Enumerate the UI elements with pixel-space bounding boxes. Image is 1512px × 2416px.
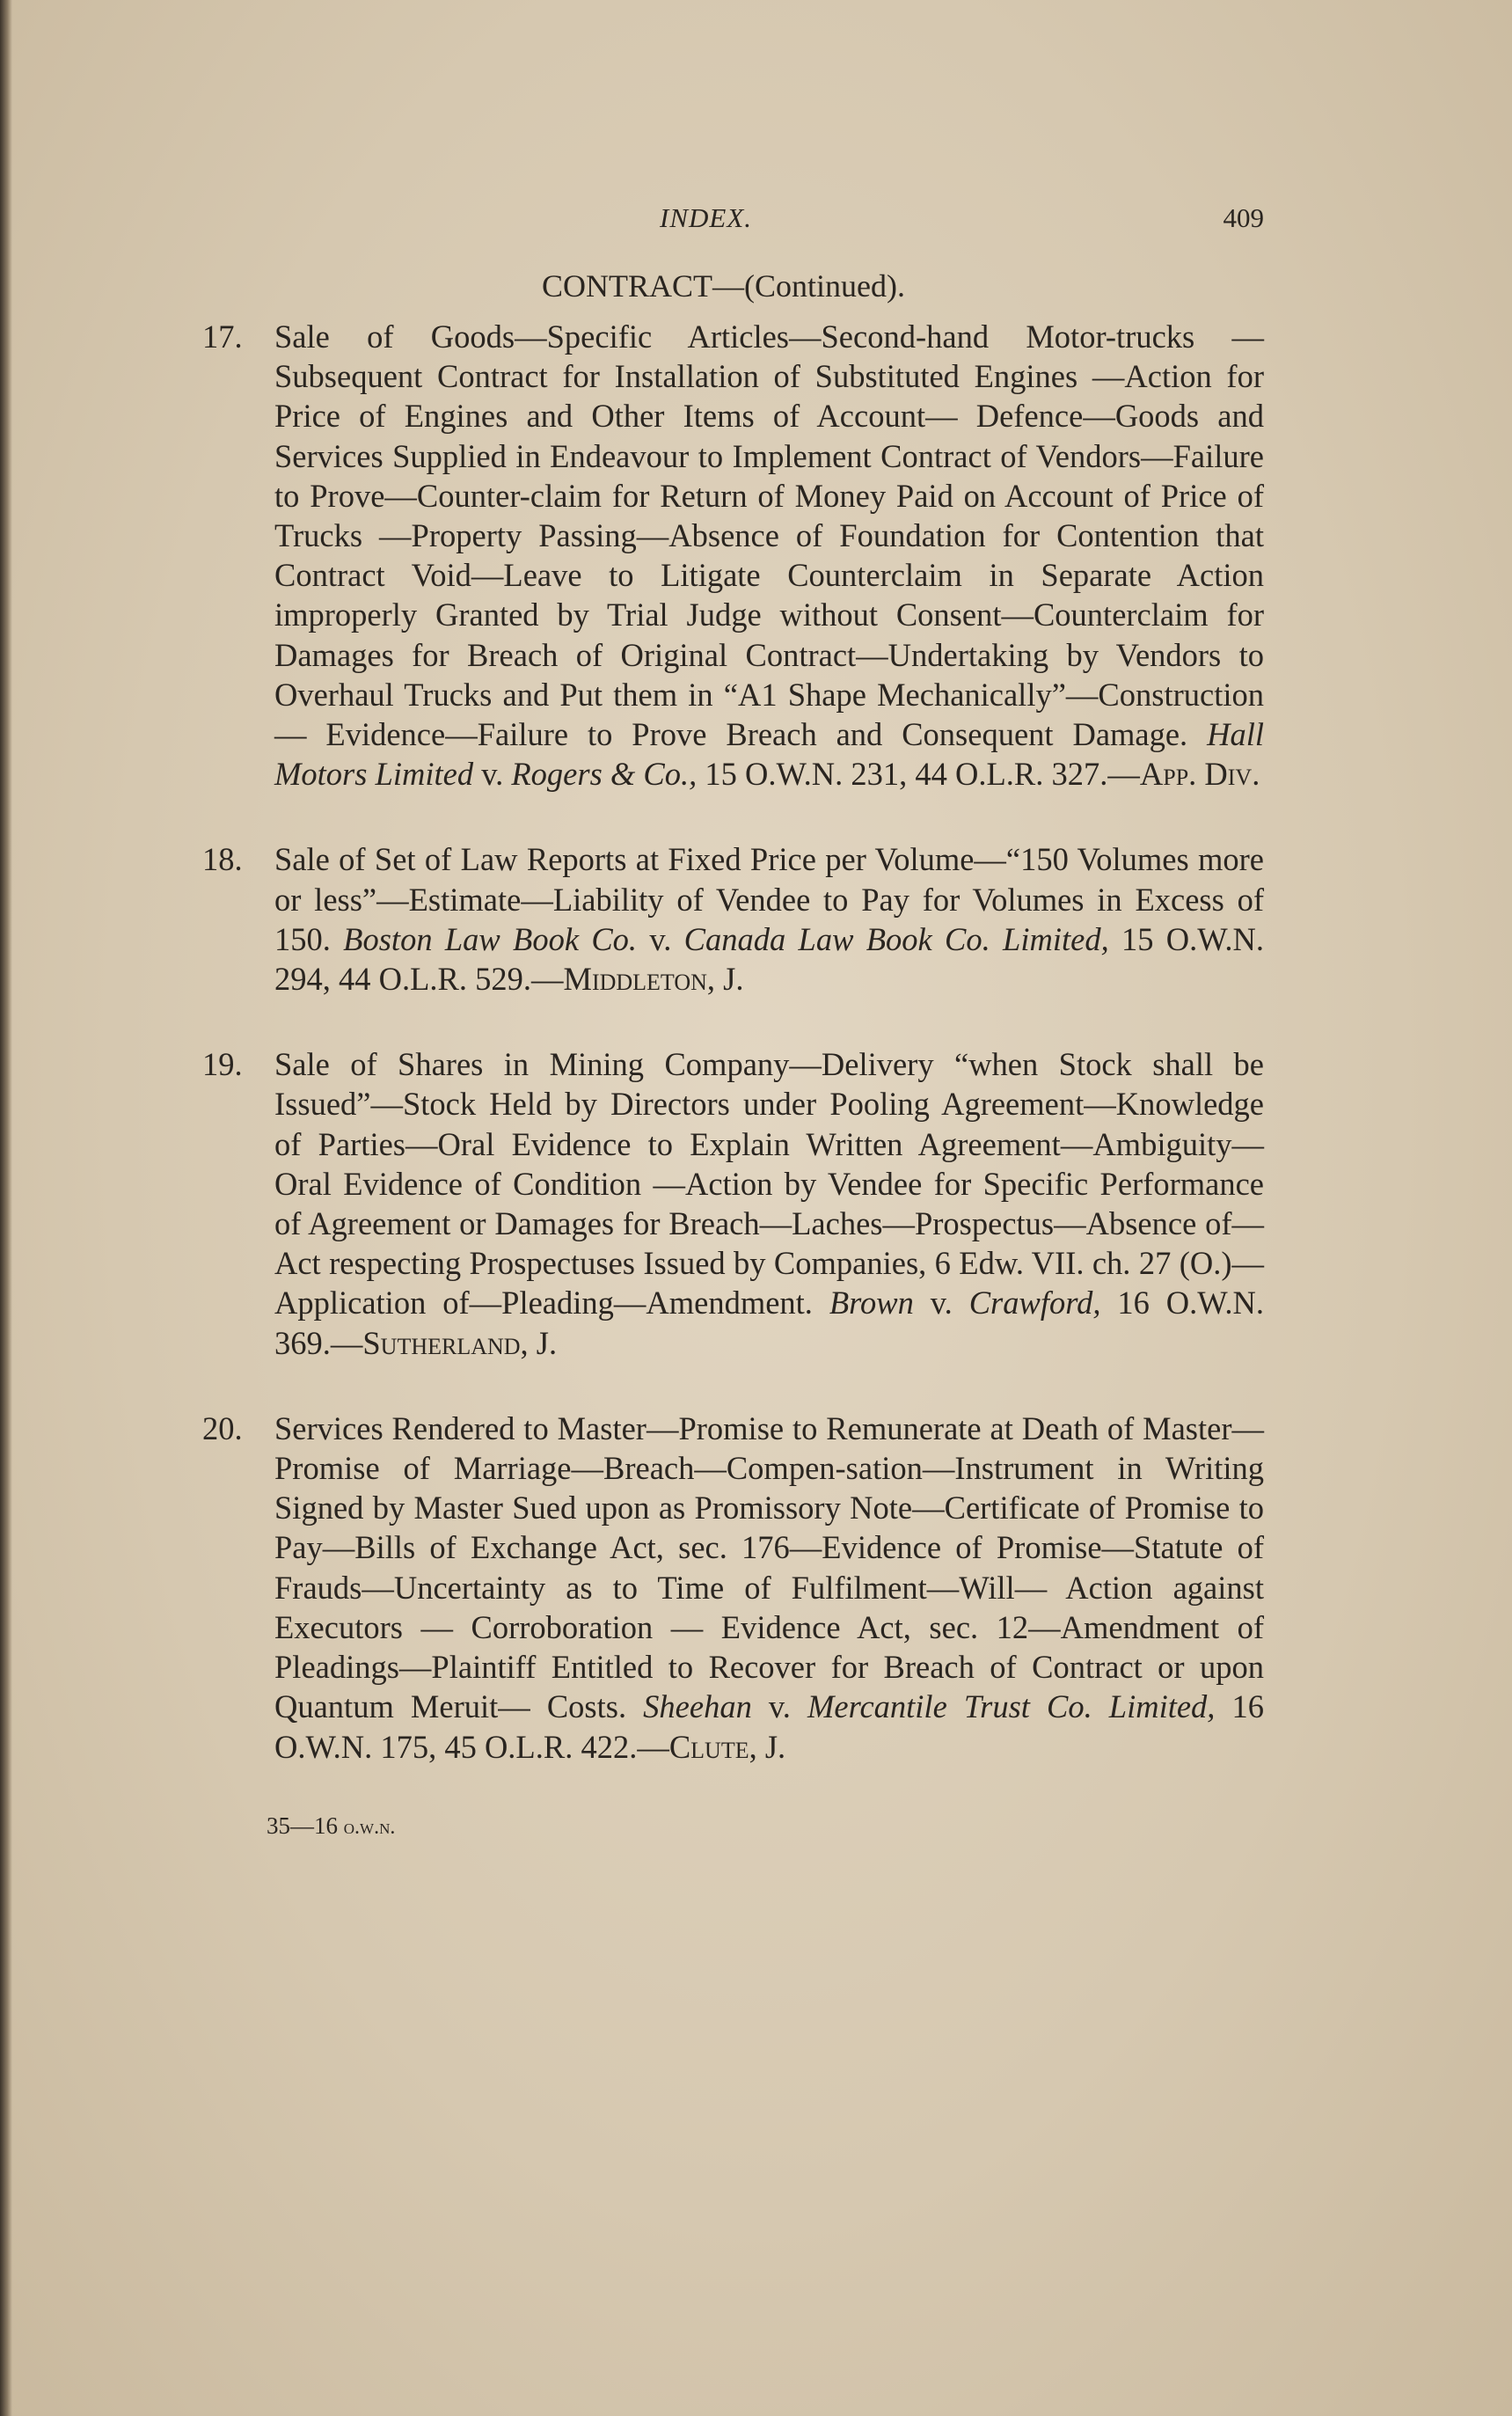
citation: 15 O.W.N. 231, 44 O.L.R. 327.— [697,756,1140,793]
citation: 16 O.W.N. 175, 45 O.L.R. 422.— [274,1688,1265,1765]
page-number: 409 [1223,202,1264,233]
entry-number: 20. [202,1409,243,1446]
case-party: Sheehan [643,1688,752,1725]
section-title: CONTRACT—(Continued). [542,268,905,304]
index-entry-18 [202,839,1264,999]
case-party: Hall Motors Limited [274,716,1264,793]
index-entry-20 [202,1409,1264,1767]
header-title: INDEX. [660,202,753,233]
case-party: Mercantile Trust Co. Limited, [807,1688,1216,1725]
entry-text: Sale of Set of Law Reports at Fixed Price per Volume—“150 Volumes more or less”—Estimate—Liability of Vendee to Pay for Volumes in Excess of 150. [274,841,1264,957]
case-v: v. [751,1688,807,1725]
citation: 15 O.W.N. 294, 44 O.L.R. 529.— [274,920,1264,998]
case-v: v. [637,920,684,957]
entry-number: 18. [202,841,243,878]
case-party: Crawford, [968,1285,1101,1321]
entry-text: Services Rendered to Master—Promise to Remunerate at Death of Master—Promise of Marriage—Breach—Compen-sation—Instrument in Writing Signed by Master Sued upon as Promissory Note—Certificate of Promise to Pay—Bills of Exchange Act, sec. 176—Evidence of Promise—Statute of Frauds—Uncertainty as to Time of Fulfilment—Will— Action against Executors — Corroboration — Evidence Act, sec. 12—Amendment of Pleadings—Plaintiff Entitled to Recover for Breach of Contract or upon Quantum Meruit— Costs. [274,1409,1264,1725]
index-entry-19 [202,1044,1264,1363]
judge: Clute, J. [668,1728,786,1765]
judge: Sutherland, J. [362,1324,558,1361]
case-party: Rogers & Co., [511,756,698,793]
case-party: Canada Law Book Co. Limited, [683,920,1109,957]
entry-number: 17. [202,318,243,355]
judge: App. Div. [1139,756,1260,793]
case-party: Brown [829,1285,914,1321]
footer-signature [267,1812,1271,1840]
signature-abbrev: o.w.n. [343,1815,396,1839]
case-party: Boston Law Book Co. [343,920,638,957]
binding-edge [0,0,12,2416]
running-head [176,202,1271,246]
signature-number: 35—16 [267,1812,344,1839]
case-v: v. [913,1285,969,1321]
index-entries [202,317,1264,1767]
index-entry-17 [202,317,1264,794]
citation: 16 O.W.N. 369.— [274,1285,1264,1361]
case-v: v. [473,756,512,793]
judge: Middleton, J. [563,961,744,998]
entry-number: 19. [202,1046,243,1083]
entry-text: Sale of Goods—Specific Articles—Second-hand Motor-trucks —Subsequent Contract for Installation of Substituted Engines —Action for Price of Engines and Other Items of Account— Defence—Goods and Services Supplied in Endeavour to Implement Contract of Vendors—Failure to Prove—Counter-claim for Return of Money Paid on Account of Price of Trucks —Property Passing—Absence of Foundation for Contention that Contract Void—Leave to Litigate Counterclaim in Separate Action improperly Granted by Trial Judge without Consent—Counterclaim for Damages for Breach of Original Contract—Undertaking by Vendors to Overhaul Trucks and Put them in “A1 Shape Mechanically”—Construction— Evidence—Failure to Prove Breach and Consequent Damage. [274,318,1264,753]
entry-text: Sale of Shares in Mining Company—Delivery “when Stock shall be Issued”—Stock Held by Directors under Pooling Agreement—Knowledge of Parties—Oral Evidence to Explain Written Agreement—Ambiguity—Oral Evidence of Condition —Action by Vendee for Specific Performance of Agreement or Damages for Breach—Laches—Prospectus—Absence of— Act respecting Prospectuses Issued by Companies, 6 Edw. VII. ch. 27 (O.)—Application of—Pleading—Amendment. [274,1046,1264,1321]
book-page [176,202,1271,1840]
